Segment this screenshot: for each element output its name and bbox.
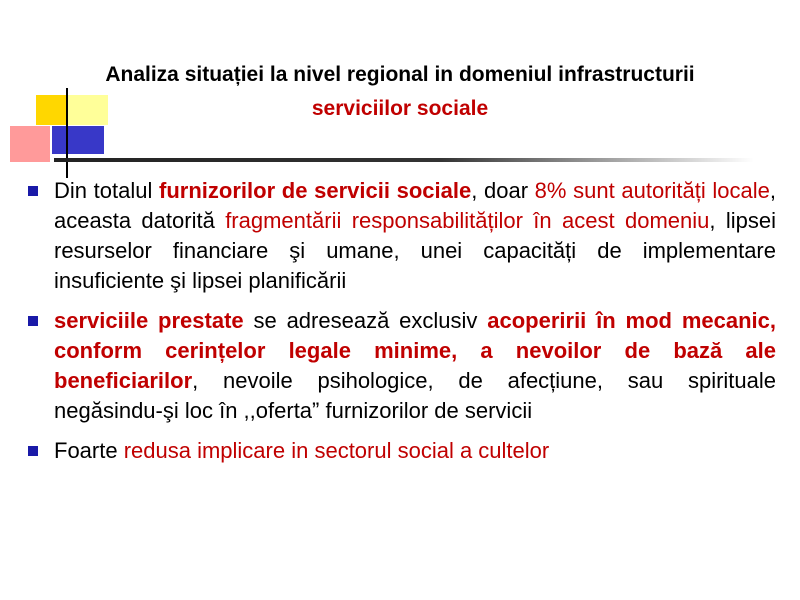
bullet-text-segment: , aceasta datorită: [54, 178, 776, 233]
bullet-text-segment: , lipsei resurselor financiare şi umane, unei capacități de implementare insuficiente şi lipsei planificării: [54, 208, 776, 293]
title-line-1: Analiza situației la nivel regional in domeniul infrastructurii: [105, 63, 695, 86]
bullet-text-segment: Din totalul: [54, 178, 160, 203]
square-bullet-icon: [28, 446, 38, 456]
bullet-text-segment: furnizorilor de servicii sociale: [159, 178, 472, 203]
bullet-item: [26, 436, 776, 466]
bullet-list: [26, 176, 776, 476]
bullet-item: [26, 176, 776, 296]
title-line-2: serviciilor sociale: [311, 97, 489, 120]
pink-square: [10, 126, 50, 162]
bullet-text-segment: se adresează exclusiv: [243, 308, 488, 333]
bullet-text-segment: Foarte: [54, 438, 124, 463]
bullet-item: [26, 306, 776, 426]
square-bullet-icon: [28, 316, 38, 326]
title-underline: [54, 158, 754, 162]
bullet-text-segment: fragmentării responsabilităților în acest domeniu: [225, 208, 710, 233]
bullet-text-segment: , nevoile psihologice, de afecțiune, sau spirituale negăsindu-şi loc în ,,oferta” furnizorilor de servicii: [54, 368, 776, 423]
bullet-text-segment: serviciile prestate: [54, 308, 244, 333]
bullet-text-segment: , doar: [471, 178, 535, 203]
square-bullet-icon: [28, 186, 38, 196]
bullet-text-segment: acoperirii în mod mecanic, conform cerințelor legale minime, a nevoilor de bază ale beneficiarilor: [54, 308, 776, 393]
blue-square: [52, 126, 104, 154]
bullet-text-segment: 8% sunt autorități locale: [534, 178, 770, 203]
slide-title: [30, 58, 770, 126]
bullet-text-segment: redusa implicare in sectorul social a cultelor: [123, 438, 550, 463]
